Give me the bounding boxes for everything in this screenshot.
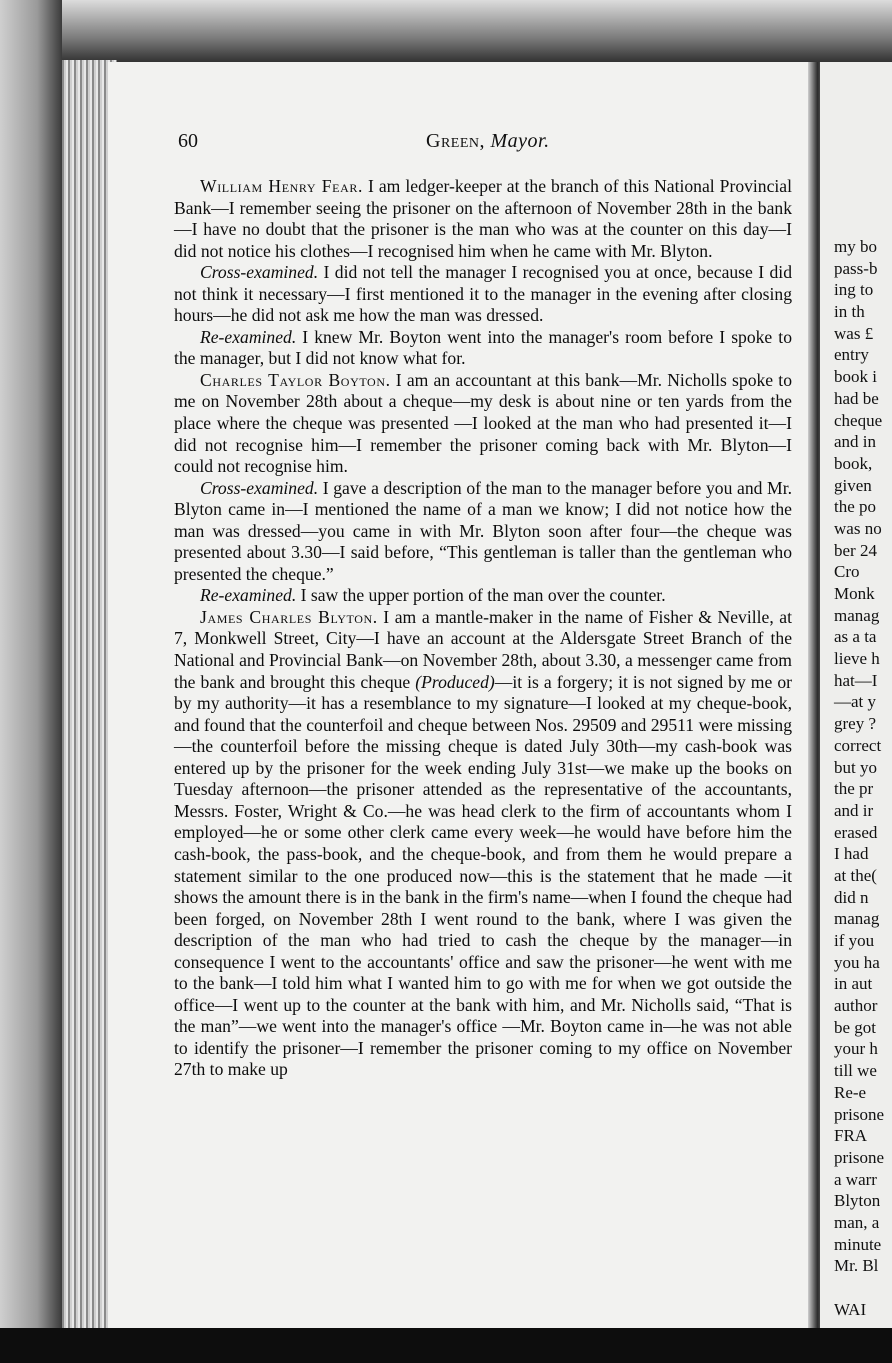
right-page-text (834, 236, 884, 1320)
page-header (178, 130, 788, 160)
right-page-line: in aut (834, 974, 873, 994)
examination-label: Re-examined. (200, 326, 297, 347)
right-page-line: your h (834, 1039, 878, 1059)
right-page-line: hat—I (834, 670, 878, 690)
right-page-line: book i (834, 367, 877, 387)
examination-label: Cross-examined. (200, 477, 319, 498)
testimony-text: I am a mantle-maker in the name of Fisher & Neville, at 7, Monkwell Street, City—I have an account at the Aldersgate Street Branch of the National and Provincial Bank—on November 28th, about 3.30, a messenger came from the bank and brought this cheque (Produced)—it is a forgery; it is not signed by me or by my authority—it has a resemblance to my signature—I looked at my cheque-book, and found that the counterfoil and cheque between Nos. 29509 and 29511 were missing—the counterfoil before the missing cheque is dated July 30th—my cash-book was entered up by the prisoner for the week ending July 31st—we make up the books on Tuesday afternoon—the prisoner attended as the representative of the accountants, Messrs. Foster, Wright & Co.—he was head clerk to the firm of accountants whom I employed—he or some other clerk came every week—he would have before him the cash-book, the pass-book, and the cheque-book, and from them he would prepare a statement similar to the one produced now—this is the statement that he made —it shows the amount there is in the bank in the firm's name—when I found the cheque had been forged, on November 28th I went round to the bank, where I was given the description of the man who had tried to cash the cheque by the manager—in consequence I went to the accountants' office and saw the prisoner—he went with me to the bank—I told him what I wanted him to go with me for when we got outside the office—I went up to the counter at the bank with him, and Mr. Nicholls said, “That is the man”—we went into the manager's office —Mr. Boyton came in—he was not able to identify the prisoner—I remember the prisoner coming to my office on November 27th to make up (174, 606, 792, 1080)
right-page-line: the po (834, 497, 877, 517)
right-page-line: ing to (834, 280, 874, 300)
right-page-line: book, (834, 453, 873, 473)
right-page-line: prisone (834, 1147, 885, 1167)
right-page-line: you ha (834, 952, 880, 972)
right-page-line: Re-e (834, 1082, 867, 1102)
running-head-title: Mayor. (490, 130, 550, 152)
running-head-name: Green, (426, 130, 485, 152)
right-page-partial (820, 62, 892, 1328)
right-page-line: I had (834, 844, 869, 864)
scan-background-top (0, 0, 892, 70)
right-page-line: given (834, 475, 872, 495)
right-page-line: man, a (834, 1212, 880, 1232)
testimony-paragraph (174, 585, 792, 607)
right-page-line: was £ (834, 323, 874, 343)
right-page-line: grey ? (834, 714, 877, 734)
right-page-line: Cro (834, 562, 860, 582)
right-page-line: entry (834, 345, 869, 365)
page-number: 60 (178, 130, 198, 152)
testimony-text: I am ledger-keeper at the branch of this National Provincial Bank—I remember seeing the prisoner on the afternoon of November 28th in the bank—I have no doubt that the prisoner is the man who was at the counter on this day—I did not notice his clothes—I recognised him when he came with Mr. Blyton. (174, 176, 792, 261)
right-page-line: erased (834, 822, 878, 842)
right-page-line: prisone (834, 1104, 885, 1124)
right-page-line: WAI (834, 1299, 867, 1319)
testimony-paragraph (174, 607, 792, 1081)
testimony-paragraph (174, 370, 792, 478)
right-page-line: Blyton (834, 1191, 881, 1211)
right-page-line: FRA (834, 1126, 868, 1146)
testimony-text: I am an accountant at this bank—Mr. Nicholls spoke to me on November 28th about a cheque—my desk is about nine or ten yards from the place where the cheque was presented —I looked at the man who had presented it—I did not recognise him—I remember the prisoner coming back with Mr. Blyton—I could not recognise him. (174, 369, 792, 477)
testimony-text: I gave a description of the man to the manager before you and Mr. Blyton came in—I mentioned the name of a man we know; I did not notice how the man was dressed—you came in with Mr. Blyton soon after four—the cheque was presented about 3.30—I said before, “This gentleman is taller than the gentleman who presented the cheque.” (174, 477, 792, 584)
right-page-line: ber 24 (834, 540, 877, 560)
right-page-line: Monk (834, 584, 875, 603)
right-page-line: the pr (834, 779, 874, 799)
right-page-line: as a ta (834, 627, 877, 647)
right-page-line: lieve h (834, 649, 880, 669)
right-page-line: and ir (834, 800, 874, 820)
right-page-line: manag (834, 605, 880, 625)
running-head (426, 130, 550, 153)
right-page-line: did n (834, 887, 869, 907)
testimony-text: I did not tell the manager I recognised you at once, because I did not think it necessary—I first mentioned it to the manager in the evening after closing hours—he did not ask me how the man was dressed. (174, 262, 792, 326)
right-page-line: had be (834, 388, 879, 408)
right-page-line: be got (834, 1017, 877, 1037)
right-page-line: my bo (834, 237, 877, 256)
examination-label: Re-examined. (200, 585, 297, 606)
testimony-paragraph (174, 478, 792, 586)
right-page-line: was no (834, 518, 882, 538)
right-page-line (834, 1277, 884, 1299)
examination-label: Cross-examined. (200, 262, 319, 283)
scan-background-left (0, 0, 62, 1363)
testimony-text: I saw the upper portion of the man over the counter. (296, 585, 666, 606)
right-page-line: in th (834, 302, 865, 322)
right-page-line: correct (834, 735, 882, 755)
testimony-paragraph (174, 327, 792, 370)
right-page-line: —at y (834, 692, 877, 712)
witness-name: Charles Taylor Boyton. (200, 369, 391, 390)
testimony-text: I knew Mr. Boyton went into the manager's room before I spoke to the manager, but I did not know what for. (174, 326, 792, 369)
witness-name: William Henry Fear. (200, 176, 363, 196)
testimony-paragraph (174, 176, 792, 262)
witness-name: James Charles Blyton. (200, 606, 378, 627)
right-page-line: minute (834, 1234, 882, 1254)
right-page-line: manag (834, 909, 880, 929)
right-page-line: Mr. Bl (834, 1256, 879, 1276)
scan-background-bottom (0, 1328, 892, 1363)
right-page-line: till we (834, 1061, 877, 1081)
right-page-line: at the( (834, 865, 877, 885)
right-page-line: cheque (834, 410, 883, 430)
produced-note: (Produced) (415, 671, 495, 692)
right-page-line: if you (834, 931, 875, 950)
right-page-line: and in (834, 432, 877, 452)
page-body (174, 176, 792, 1081)
right-page-line: a warr (834, 1169, 877, 1189)
right-page-line: author (834, 996, 878, 1016)
right-page-line: but yo (834, 757, 877, 777)
right-page-line: pass-b (834, 258, 878, 278)
testimony-paragraph (174, 262, 792, 327)
